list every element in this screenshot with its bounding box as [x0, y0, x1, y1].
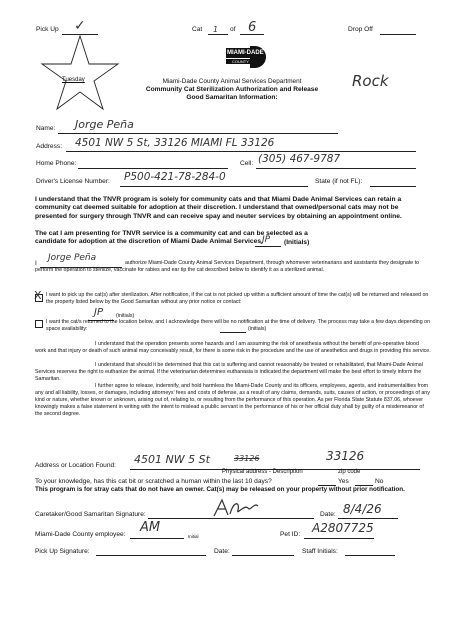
address-line [66, 151, 416, 152]
location-zip: 33126 [326, 449, 365, 463]
pet-id-line[interactable] [304, 538, 374, 539]
address-label: Address: [36, 143, 63, 150]
date-value: 8/4/26 [343, 502, 382, 516]
address-value: 4501 NW 5 St, 33126 MIAMI FL 33126 [75, 137, 275, 149]
pickup-checkmark: ✓ [74, 18, 86, 34]
employee-label: Miami-Dade County employee: [35, 531, 126, 538]
staff-initials-label: Staff Initials: [302, 548, 338, 555]
dept-name: Miami-Dade County Animal Services Department [162, 78, 302, 85]
option-pickup-mark: X [34, 289, 42, 302]
stray-note: This program is for stray cats that do not have an owner. Cat(s) may be released on your property without prior notification. [35, 486, 405, 493]
employee-line[interactable] [130, 538, 184, 539]
option-return-text: I want the cat/s returned to the location below, and I acknowledge there will be no notification at the time of delivery. The process may take a few days depending on space availability: [46, 319, 431, 332]
zip-label: zip code [338, 469, 361, 475]
option-return-checkbox[interactable] [35, 320, 43, 328]
pickup-signature-line[interactable] [96, 555, 206, 556]
license-label: Driver's License Number: [36, 178, 110, 185]
cat-label: Cat [192, 26, 203, 33]
name-line [58, 133, 338, 134]
release-para-1: I understand that the operation presents some hazards and I am assuming the risk of anesthesia without the benefit of pre-operative blood work and that injury or death of such animal may conceivably result, for there is some risk in the procedure and the use of anesthetics and drugs in providing this service. [35, 341, 431, 354]
form-subtitle: Good Samaritan Information: [186, 94, 278, 101]
yes-label: Yes [338, 478, 349, 485]
no-label: No [375, 478, 384, 485]
option-pickup-text: I want to pick up the cat(s) after sterilization. After notification, if the cat is not picked up within a sufficient amount of time the cat(s) will be returned and released on the property listed below by the Good Samaritan without any prior notice or contact: [46, 292, 429, 305]
logo-top-text: MIAMI-DADE [227, 50, 264, 56]
county-logo [226, 46, 266, 68]
form-title: Community Cat Sterilization Authorization and Release [145, 86, 319, 93]
state-label: State (if not FL): [315, 178, 363, 185]
initials-line [255, 246, 281, 247]
caretaker-signature-label: Caretaker/Good Samaritan Signature: [35, 511, 146, 518]
star-day: Tuesday [62, 77, 85, 83]
option-pickup-initials: JP [94, 307, 103, 318]
pickup-label: Pick Up [36, 26, 59, 33]
pet-id-label: Pet ID: [280, 531, 301, 538]
caretaker-signature [210, 496, 266, 520]
cat-number: 1 [213, 25, 219, 34]
community-cat-statement: The cat I am presenting for TNVR service is a community cat and can be selected as a candidate for adoption at the discretion of Miami Dade Animal Services. [35, 230, 308, 246]
license-line [120, 186, 308, 187]
cell-label: Cell: [240, 160, 254, 167]
location-struck: 33126 [234, 454, 260, 463]
option-return-initials-label: (initials) [248, 326, 267, 332]
location-label: Address or Location Found: [35, 462, 117, 469]
license-value: P500-421-78-284-0 [124, 171, 226, 183]
cat-number-line [208, 34, 228, 35]
pickup-date-label: Date: [214, 548, 230, 555]
state-line [370, 186, 416, 187]
dropoff-label: Drop Off [348, 26, 373, 33]
authorize-text: authorize Miami-Dade County Animal Services Department, through whomever veterinarians and assistants they designate to perform the operation to sterilize, vaccinate for rabies and ear tip the cat described below to identify it as a sterilized animal. [35, 260, 420, 273]
release-para-2: I understand that should it be determined that this cat is suffering and cannot reasonably be treated or rehabilitated, that Miami-Dade Animal Services reserves the right to euthanize the animal. If the veterinarian determines euthanasia is indicated the department will make the best effort to timely inform the Samaritan. [35, 362, 423, 382]
home-phone-line [78, 168, 228, 169]
authorize-prefix: I [35, 260, 37, 267]
cell-value: (305) 467-9787 [258, 153, 341, 165]
initials-label: (Initials) [284, 239, 310, 246]
star-icon [40, 34, 120, 112]
tnvr-statement: I understand that the TNVR program is solely for community cats and that Miami Dade Animal Services can retain a community cat deemed suitable for adoption at their discretion. I understand that owned/personal cats may not be presented for surgery through TNVR and can receive spay and neuter services by obtaining an appointment online. [35, 196, 402, 220]
name-value: Jorge Peña [75, 118, 134, 131]
employee-initial: AM [140, 520, 161, 535]
location-value: 4501 NW 5 St [134, 453, 210, 466]
date-label: Date: [320, 511, 336, 518]
bite-question: To your knowledge, has this cat bit or scratched a human within the last 10 days? [35, 478, 272, 485]
staff-initials-line[interactable] [345, 555, 395, 556]
logo-bottom-text: COUNTY [232, 59, 249, 64]
authorize-name: Jorge Peña [48, 253, 97, 263]
cell-line [256, 168, 416, 169]
option-pickup-initials-label: (initials) [116, 313, 135, 319]
dropoff-line [380, 34, 416, 35]
release-para-3: I further agree to release, indemnify, and hold harmless the Miami-Dade County and its officers, employees, agents, and instrumentalities from any and all liability, losses, or damages, including attorneys' fees and costs of defense, as a result of any claims, demands, suits, causes of action, or proceedings of any kind or nature, whether known or unknown, arising out of, relating to, or resulting from the performance of this operation. As per Florida State Statute 837.06, whoever knowingly makes a false statement in writing with the intent to mislead a public servant in the performance of his or her official duty shall by guilty of a misdemeanor of the second degree. [35, 383, 430, 417]
option-return-initials-line [220, 332, 246, 333]
initials-value: JP [262, 235, 271, 245]
date-line[interactable] [338, 518, 398, 519]
home-phone-label: Home Phone: [36, 160, 77, 167]
pickup-signature-label: Pick Up Signature: [35, 548, 90, 555]
location-sub-label: Physical address - Description [222, 469, 303, 475]
cat-total: 6 [248, 20, 257, 35]
name-label: Name: [36, 125, 56, 132]
handwritten-note: Rock [352, 72, 389, 90]
pet-id-value: A2807725 [312, 521, 374, 535]
of-label: of [230, 26, 236, 33]
initial-label: Initial [188, 534, 199, 539]
pickup-date-line[interactable] [232, 555, 294, 556]
